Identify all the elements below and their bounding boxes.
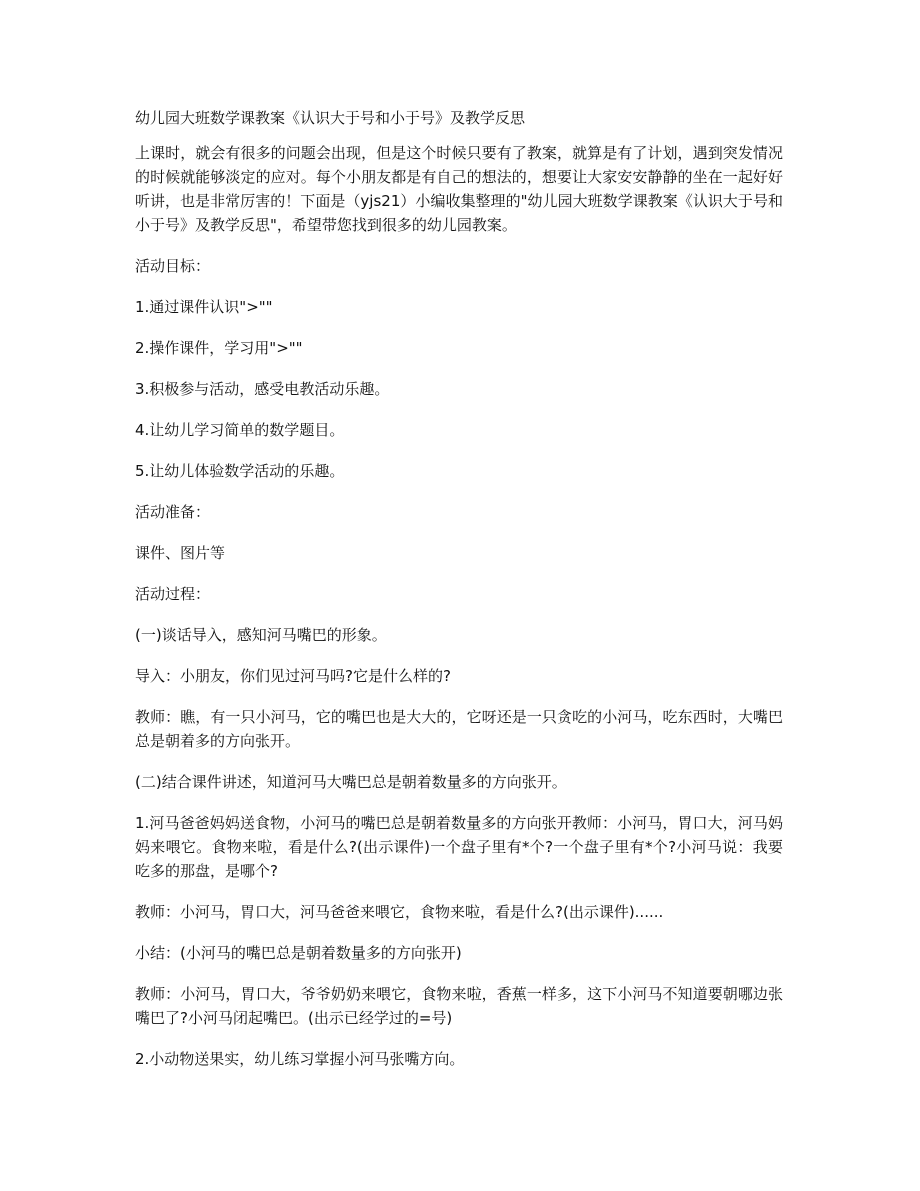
goal-item: 3.积极参与活动，感受电教活动乐趣。 [135,380,390,398]
process-paragraph: 教师：小河马，胃口大，爷爷奶奶来喂它，食物来啦，香蕉一样多，这下小河马不知道要朝哪边张嘴巴了?小河马闭起嘴巴。(出示已经学过的=号) [135,985,783,1027]
goal-item: 2.操作课件，学习用">"" [135,339,303,357]
process-paragraph: 教师：小河马，胃口大，河马爸爸来喂它，食物来啦，看是什么?(出示课件)...... [135,903,664,921]
process-step-heading: (二)结合课件讲述，知道河马大嘴巴总是朝着数量多的方向张开。 [135,773,567,791]
preparation-text: 课件、图片等 [135,544,226,562]
process-paragraph: 2.小动物送果实，幼儿练习掌握小河马张嘴方向。 [135,1050,465,1068]
document-body [135,106,783,1088]
goal-item: 1.通过课件认识">"" [135,298,273,316]
intro-paragraph: 上课时，就会有很多的问题会出现，但是这个时候只要有了教案，就算是有了计划，遇到突发情况的时候就能够淡定的应对。每个小朋友都是有自己的想法的，想要让大家安安静静的坐在一起好好听讲，也是非常厉害的！下面是（yjs21）小编收集整理的"幼儿园大班数学课教案《认识大于号和小于号》及教学反思"，希望带您找到很多的幼儿园教案。 [135,144,783,234]
document-title: 幼儿园大班数学课教案《认识大于号和小于号》及教学反思 [135,109,526,127]
process-paragraph: 教师：瞧，有一只小河马，它的嘴巴也是大大的，它呀还是一只贪吃的小河马，吃东西时，大嘴巴总是朝着多的方向张开。 [135,708,783,750]
process-step-heading: (一)谈话导入，感知河马嘴巴的形象。 [135,626,387,644]
goal-item: 5.让幼儿体验数学活动的乐趣。 [135,462,345,480]
process-paragraph: 1.河马爸爸妈妈送食物，小河马的嘴巴总是朝着数量多的方向张开教师：小河马，胃口大，河马妈妈来喂它。食物来啦，看是什么?(出示课件)一个盘子里有*个?一个盘子里有*个?小河马说：我要吃多的那盘，是哪个? [135,814,783,880]
section-heading-preparation: 活动准备： [135,503,211,521]
process-paragraph: 导入：小朋友，你们见过河马吗?它是什么样的? [135,667,451,685]
goal-item: 4.让幼儿学习简单的数学题目。 [135,421,345,439]
summary-paragraph: 小结：(小河马的嘴巴总是朝着数量多的方向张开) [135,944,462,962]
section-heading-process: 活动过程： [135,585,211,603]
section-heading-goals: 活动目标： [135,257,211,275]
